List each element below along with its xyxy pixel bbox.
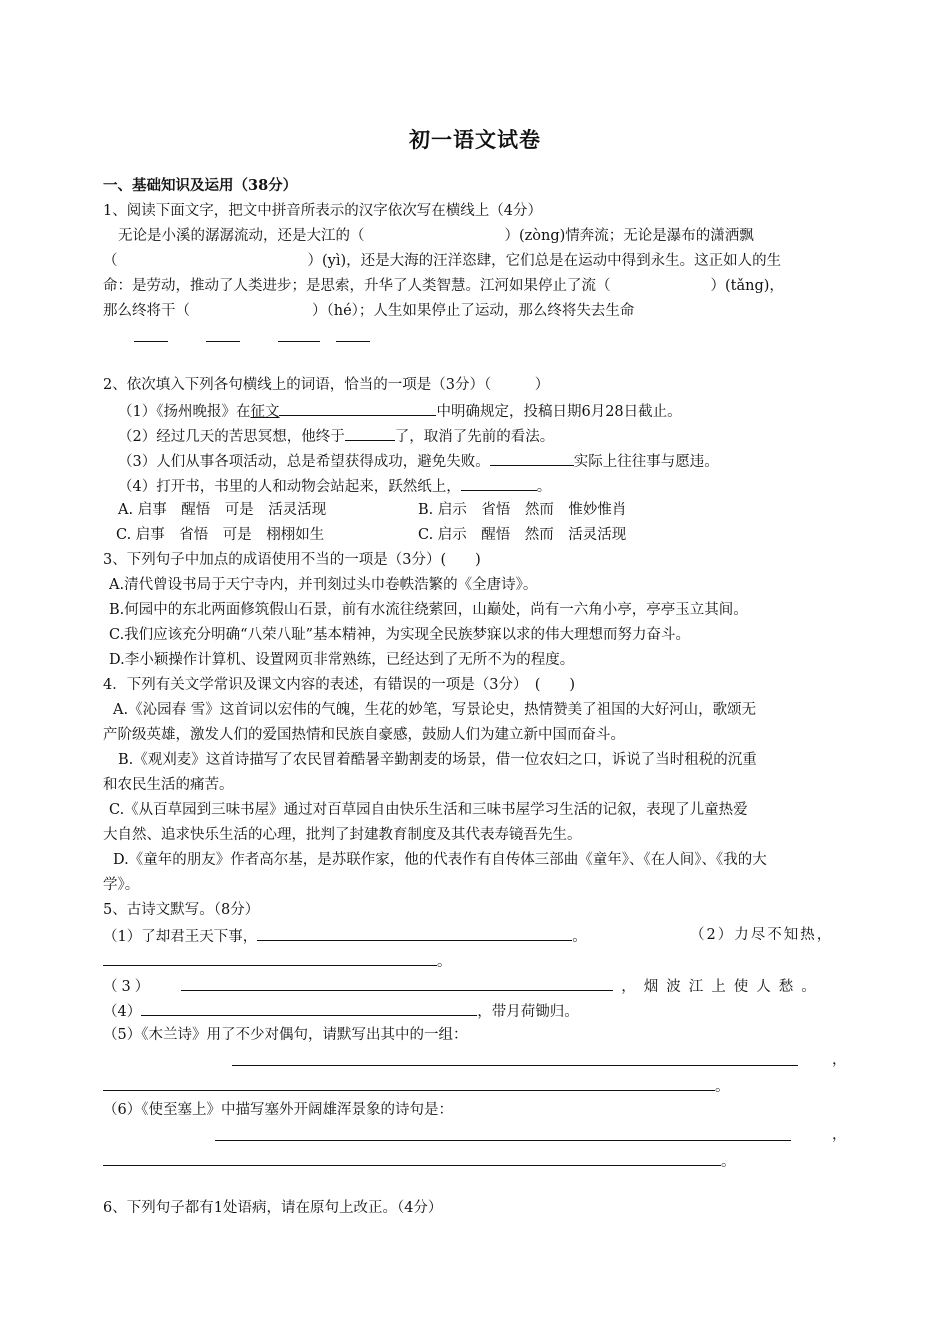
q2-text: 了，取消了先前的看法。 [394,429,555,445]
q1-text: 命：是劳动，推动了人类进步；是思索，升华了人类智慧。江河如果停止了流（ [103,278,611,294]
answer-blank[interactable] [134,326,168,342]
q4-stem: 4．下列有关文学常识及课文内容的表述，有错误的一项是（3分） ( ) [103,677,576,693]
q2-option-c: C. 启事 省悟 可是 栩栩如生 [116,527,325,543]
answer-blank[interactable] [206,326,240,342]
q5-text: 。 [721,1154,736,1170]
q2-sentence-4 [118,475,551,497]
q5-line-5-comma: ， [832,1052,847,1068]
q2-underlined: 征文 [250,404,280,420]
q4-option-a-cont: 产阶级英雄，激发人们的爱国热情和民族自豪感，鼓励人们为建立新中国而奋斗。 [103,727,625,743]
answer-blank[interactable] [279,400,436,416]
answer-blank[interactable] [103,950,437,966]
q2-text: （3）人们从事各项活动，总是希望获得成功，避免失败。 [118,454,490,470]
q1-stem: 1、阅读下面文字，把文中拼音所表示的汉字依次写在横线上（4分） [103,203,542,219]
doc-title: 初一语文试卷 [409,127,541,152]
answer-blank[interactable] [103,1075,715,1091]
answer-blank[interactable] [232,1050,798,1066]
q3-stem: 3、下列句子中加点的成语使用不当的一项是（3分）( ) [103,552,481,568]
answer-blank[interactable] [336,326,370,342]
q1-text: 那么终将干（ [103,303,190,319]
q5-text: （4） [103,1004,142,1020]
q5-line-6: （6）《使至塞上》中描写塞外开阔雄浑景象的诗句是： [103,1102,453,1118]
q2-text: （2）经过几天的苦思冥想，他终于 [118,429,345,445]
answer-blank[interactable] [141,1000,477,1016]
answer-blank[interactable] [461,475,537,491]
q1-text: ）(zòng)情奔流；无论是瀑布的潇洒飘 [504,228,754,244]
q5-line-6-comma: ， [832,1127,847,1143]
q2-sentence-1 [118,400,682,422]
q5-line-5-blank2 [103,1075,730,1097]
answer-blank[interactable] [257,925,572,941]
q1-text: ）(tǎng)， [710,278,784,294]
q4-option-b-cont: 和农民生活的痛苦。 [103,777,234,793]
q5-text: （3） [103,979,154,995]
q1-text: ）(yì)，还是大海的汪洋恣肆，它们总是在运动中得到永生。这正如人的生 [307,253,782,269]
q4-option-c-cont: 大自然、追求快乐生活的心理，批判了封建教育制度及其代表寿镜吾先生。 [103,827,582,843]
answer-blank[interactable] [103,1150,721,1166]
q5-text: 。 [437,954,452,970]
q3-option-a: A.清代曾设书局于天宁寺内，并刊刻过头巾卷帙浩繁的《全唐诗》。 [109,577,538,593]
q5-line-1 [103,925,587,947]
q5-line-2 [103,950,452,972]
q5-line-6-blank1 [215,1125,791,1147]
q2-text: 。 [536,479,552,495]
q5-line-4 [103,1000,579,1022]
answer-blank[interactable] [278,326,320,342]
q5-text: 。 [572,929,587,945]
q5-text: ，带月荷锄归。 [477,1004,579,1020]
q5-line-5: （5）《木兰诗》用了不少对偶句，请默写出其中的一组： [103,1027,468,1043]
q2-text: 中明确规定，投稿日期6月28日截止。 [436,404,682,420]
q2-text: （4）打开书，书里的人和动物会站起来，跃然纸上， [118,479,461,495]
q1-passage-line4 [103,301,634,321]
answer-blank[interactable] [490,450,574,466]
q2-option-b: B. 启示 省悟 然而 惟妙惟肖 [418,502,627,518]
q5-stem: 5、古诗文默写。（8分） [103,902,260,918]
q4-option-b: B.《观刈麦》这首诗描写了农民冒着酷暑辛勤割麦的场景，借一位农妇之口，诉说了当时租税的沉重 [118,752,757,768]
q1-passage-line3 [103,276,784,296]
q1-text: ）（hé）；人生如果停止了运动，那么终将失去生命 [312,303,635,319]
q5-text: （1）了却君王天下事， [103,929,258,945]
q5-line-6-blank2 [103,1150,736,1172]
q2-sentence-2 [118,425,554,447]
q1-text: 无论是小溪的潺潺流动，还是大江的（ [118,228,365,244]
q1-answer-blanks [134,326,370,348]
q2-text: （1）《扬州晚报》在 [118,404,251,420]
q3-option-b: B.何园中的东北两面修筑假山石景，前有水流往绕萦回，山巅处，尚有一六角小亭，亭亭玉立其间。 [109,602,748,618]
answer-blank[interactable] [215,1125,791,1141]
q2-option-d: C. 启示 醒悟 然而 活灵活现 [418,527,627,543]
q5-line-1-part2: （2）力尽不知热， [690,927,834,943]
q1-passage-line2 [103,251,781,271]
q3-option-c: C.我们应该充分明确“八荣八耻”基本精神，为实现全民族梦寐以求的伟大理想而努力奋斗。 [109,627,691,643]
q3-option-d: D.李小颖操作计算机、设置网页非常熟练，已经达到了无所不为的程度。 [109,652,575,668]
q2-stem: 2、依次填入下列各句横线上的词语，恰当的一项是（3分）（ ） [103,377,550,393]
q5-text: ，烟波江上使人愁。 [621,979,824,995]
q1-passage-line1 [118,226,754,246]
q6-stem: 6、下列句子都有1处语病，请在原句上改正。（4分） [103,1200,443,1216]
q1-text: （ [103,253,118,269]
q4-option-d: D.《童年的朋友》作者高尔基，是苏联作家，他的代表作有自传体三部曲《童年》、《在人间》、《我的大 [113,852,767,868]
q2-sentence-3 [118,450,719,472]
section-heading: 一、基础知识及运用（38分） [103,177,298,194]
answer-blank[interactable] [345,425,395,441]
q4-option-c: C.《从百草园到三味书屋》通过对百草园自由快乐生活和三味书屋学习生活的记叙，表现了儿童热爱 [109,802,748,818]
q5-text: 。 [715,1079,730,1095]
q2-text: 实际上往往事与愿违。 [573,454,719,470]
q5-line-5-blank1 [232,1050,798,1072]
q4-option-a: A.《沁园春 雪》这首词以宏伟的气魄，生花的妙笔，写景论史，热情赞美了祖国的大好河山，歌颂无 [113,702,757,718]
q4-option-d-cont: 学》。 [103,877,140,893]
q5-line-3 [103,975,824,997]
q2-option-a: A. 启事 醒悟 可是 活灵活现 [118,502,327,518]
answer-blank[interactable] [181,975,613,991]
